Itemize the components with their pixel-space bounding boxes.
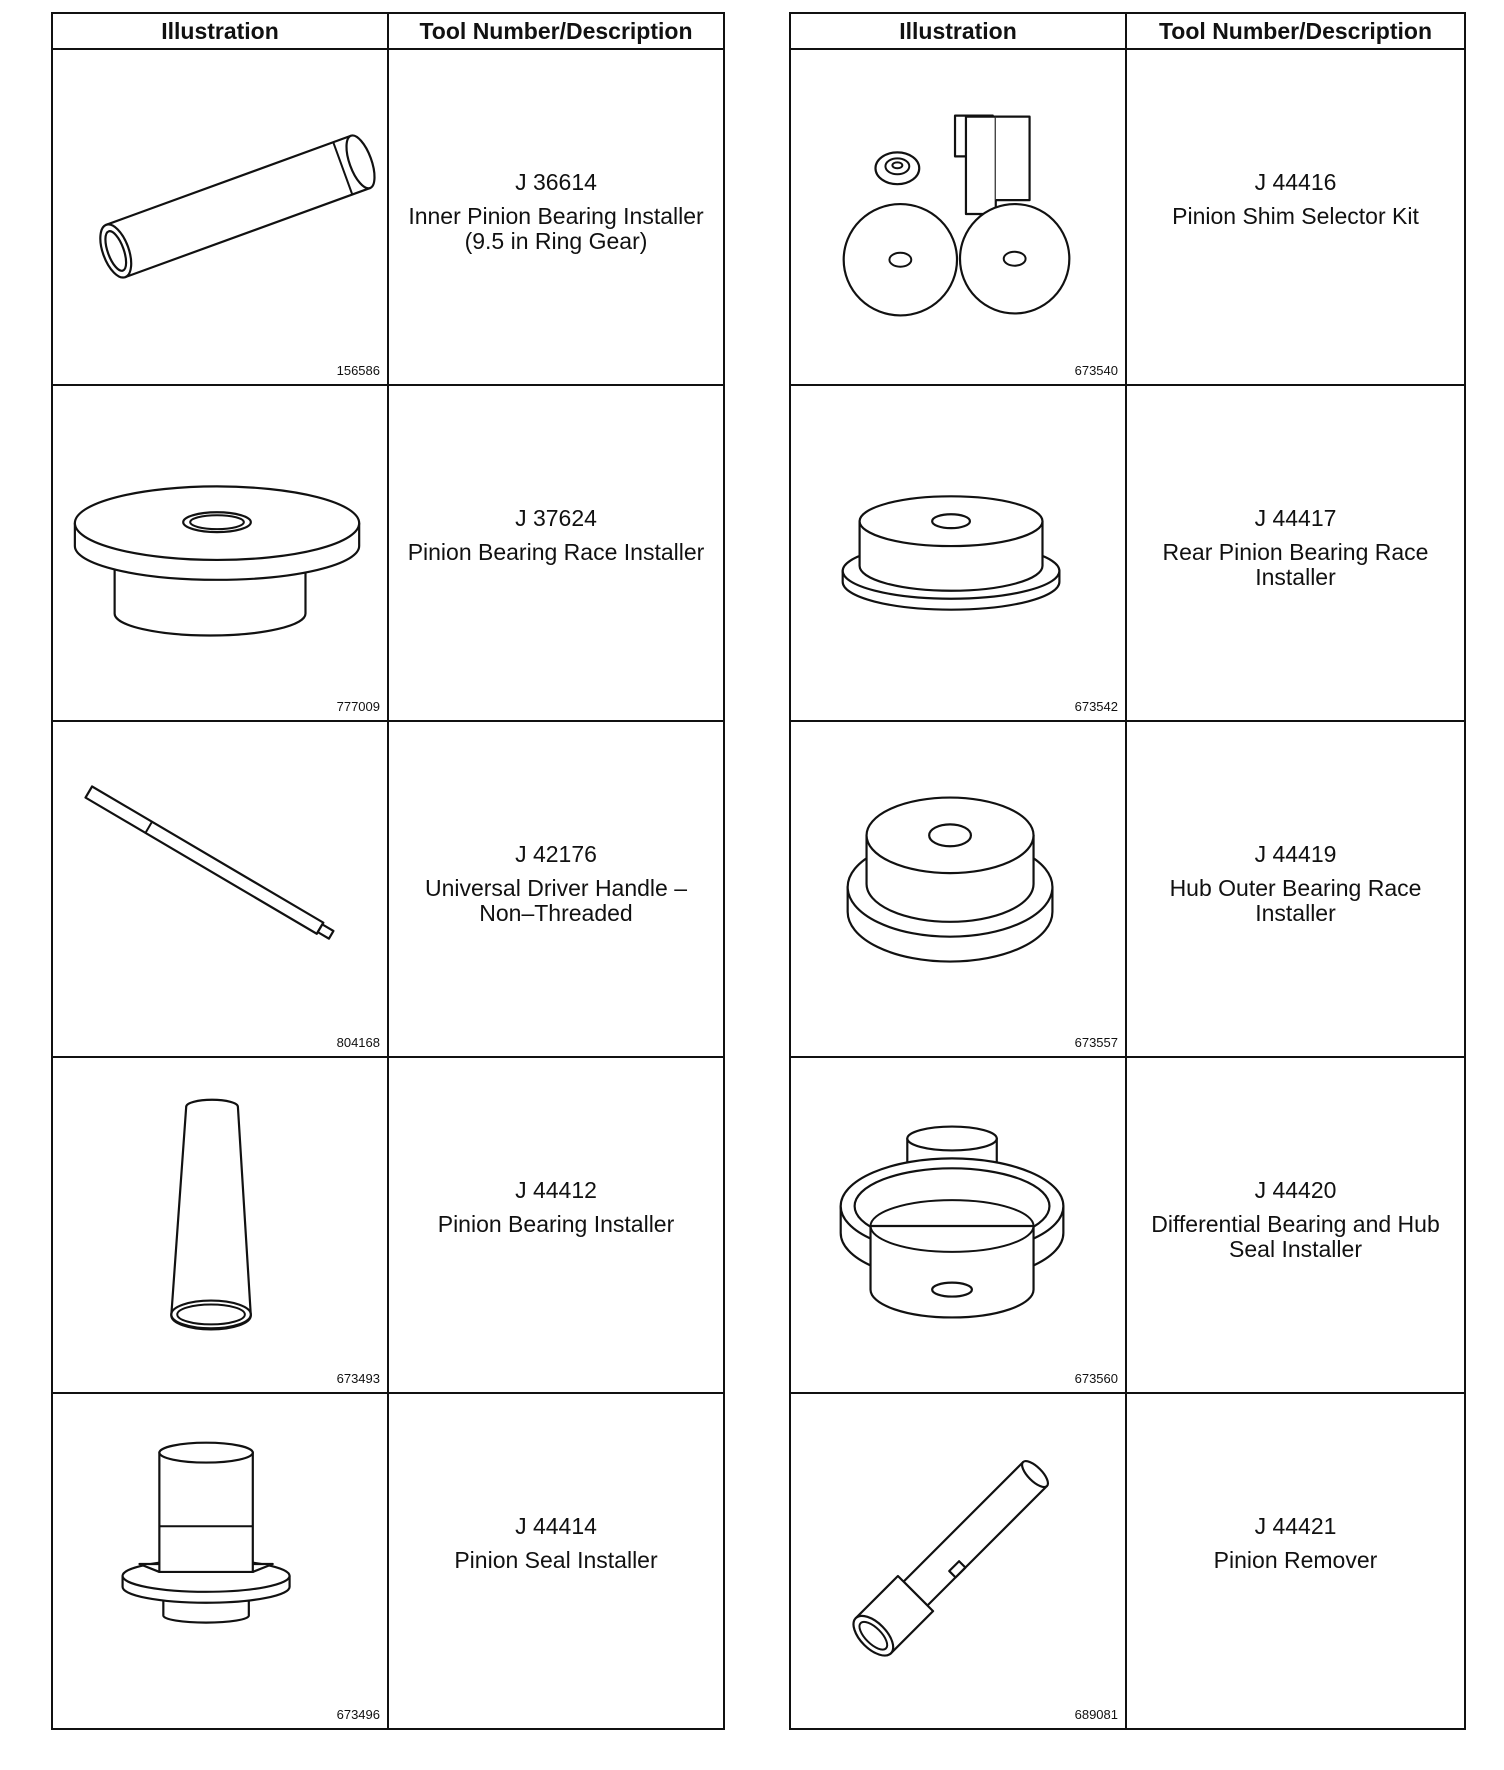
illustration-cell bbox=[52, 1057, 388, 1393]
illustration-cell bbox=[52, 721, 388, 1057]
tool-description: Inner Pinion Bearing Installer (9.5 in Ring Gear) bbox=[408, 203, 704, 254]
tool-number: J 44414 bbox=[515, 1513, 597, 1539]
table-row bbox=[52, 1057, 724, 1393]
illustration-cell bbox=[790, 1057, 1126, 1393]
tool-description: Hub Outer Bearing Race Installer bbox=[1169, 875, 1422, 926]
tool-description: Universal Driver Handle – Non–Threaded bbox=[424, 875, 688, 926]
figure-number: 689081 bbox=[1074, 1707, 1118, 1722]
tool-number: J 44420 bbox=[1254, 1177, 1337, 1203]
left-tool-table bbox=[51, 12, 725, 1730]
header-row bbox=[52, 13, 724, 49]
tool-description: Pinion Remover bbox=[1213, 1547, 1378, 1573]
driver-handle-icon bbox=[53, 722, 387, 1056]
illustration-cell bbox=[790, 721, 1126, 1057]
right-tool-table bbox=[789, 12, 1466, 1730]
pinion-remover-icon bbox=[791, 1394, 1125, 1728]
table-row bbox=[790, 49, 1465, 385]
tool-header: Tool Number/Description bbox=[1126, 13, 1465, 49]
table-row bbox=[790, 721, 1465, 1057]
tool-description: Pinion Bearing Race Installer bbox=[407, 539, 705, 565]
shim-kit-icon bbox=[791, 50, 1125, 384]
description-cell bbox=[1126, 721, 1465, 1057]
race-installer-icon bbox=[53, 386, 387, 720]
tool-description: Pinion Seal Installer bbox=[454, 1547, 658, 1573]
figure-number: 156586 bbox=[336, 363, 380, 378]
illustration-header: Illustration bbox=[790, 13, 1126, 49]
race-installer-icon bbox=[791, 722, 1125, 1056]
description-cell bbox=[1126, 1393, 1465, 1729]
description-cell bbox=[388, 1393, 724, 1729]
seal-installer-icon bbox=[53, 1394, 387, 1728]
tool-number: J 44421 bbox=[1254, 1513, 1337, 1539]
tool-number: J 44419 bbox=[1254, 841, 1337, 867]
table-row bbox=[52, 721, 724, 1057]
illustration-cell bbox=[790, 385, 1126, 721]
table-row bbox=[52, 1393, 724, 1729]
figure-number: 673560 bbox=[1074, 1371, 1118, 1386]
figure-number: 804168 bbox=[336, 1035, 380, 1050]
figure-number: 673496 bbox=[336, 1707, 380, 1722]
tool-number: J 44412 bbox=[515, 1177, 597, 1203]
tube-installer-icon bbox=[53, 50, 387, 384]
figure-number: 673557 bbox=[1074, 1035, 1118, 1050]
illustration-cell bbox=[52, 385, 388, 721]
table-row bbox=[52, 49, 724, 385]
figure-number: 673542 bbox=[1074, 699, 1118, 714]
table-row bbox=[52, 385, 724, 721]
tool-header: Tool Number/Description bbox=[388, 13, 724, 49]
tool-description: Differential Bearing and Hub Seal Installer bbox=[1151, 1211, 1440, 1262]
description-cell bbox=[1126, 49, 1465, 385]
table-row bbox=[790, 1393, 1465, 1729]
tool-description: Pinion Bearing Installer bbox=[437, 1211, 675, 1237]
description-cell bbox=[388, 385, 724, 721]
description-cell bbox=[388, 721, 724, 1057]
tool-description: Pinion Shim Selector Kit bbox=[1172, 203, 1419, 229]
header-row bbox=[790, 13, 1465, 49]
illustration-cell bbox=[790, 49, 1126, 385]
illustration-cell bbox=[790, 1393, 1126, 1729]
description-cell bbox=[1126, 385, 1465, 721]
tool-number: J 37624 bbox=[515, 505, 597, 531]
illustration-cell bbox=[52, 49, 388, 385]
figure-number: 673540 bbox=[1074, 363, 1118, 378]
tool-number: J 44416 bbox=[1254, 169, 1337, 195]
description-cell bbox=[388, 1057, 724, 1393]
illustration-cell bbox=[52, 1393, 388, 1729]
table-row bbox=[790, 385, 1465, 721]
figure-number: 673493 bbox=[336, 1371, 380, 1386]
hub-seal-installer-icon bbox=[791, 1058, 1125, 1392]
description-cell bbox=[388, 49, 724, 385]
tool-number: J 36614 bbox=[515, 169, 597, 195]
tapered-tube-icon bbox=[53, 1058, 387, 1392]
tool-number: J 44417 bbox=[1254, 505, 1337, 531]
illustration-header: Illustration bbox=[52, 13, 388, 49]
table-row bbox=[790, 1057, 1465, 1393]
tool-number: J 42176 bbox=[515, 841, 597, 867]
description-cell bbox=[1126, 1057, 1465, 1393]
race-installer-icon bbox=[791, 386, 1125, 720]
tool-description: Rear Pinion Bearing Race Installer bbox=[1162, 539, 1429, 590]
figure-number: 777009 bbox=[336, 699, 380, 714]
